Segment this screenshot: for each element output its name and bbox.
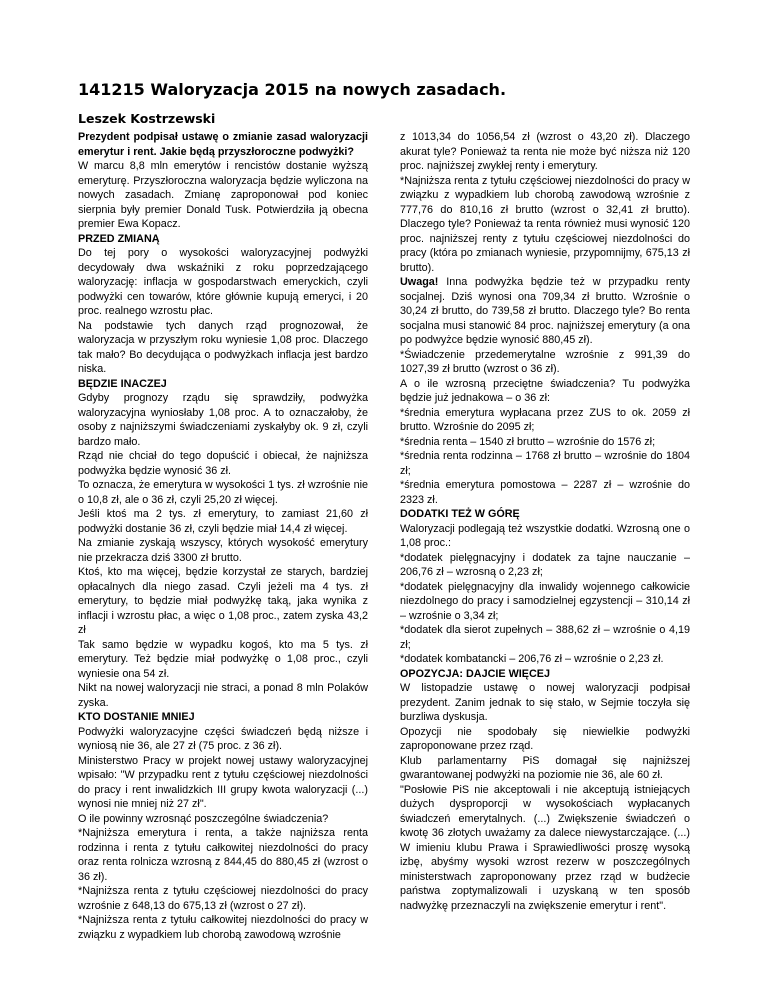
paragraph: Waloryzacji podlegają też wszystkie dodatki. Wzrosną one o 1,08 proc.: [400,522,690,549]
section-heading: Prezydent podpisał ustawę o zmianie zasad waloryzacji emerytur i rent. Jakie będą przyszłoroczne podwyżki? [78,131,368,158]
paragraph: A o ile wzrosną przeciętne świadczenia? Tu podwyżka będzie już jednakowa – o 36 zł: [400,377,690,404]
right-column [400,130,690,942]
paragraph: Ktoś, kto ma więcej, będzie korzystał ze starych, bardziej opłacalnych dla niego zasad. Czyli jeżeli ma 4 tys. zł emerytury, to będzie miał podwyżkę taką, jaka wynika z inflacji i wzrostu płac, a więc o 1,08 proc., zatem zyska 43,2 zł [78,566,368,636]
paragraph: Jeśli ktoś ma 2 tys. zł emerytury, to zamiast 21,60 zł podwyżki dostanie 36 zł, czyli będzie miał 14,4 zł więcej. [78,508,368,535]
paragraph: Nikt na nowej waloryzacji nie straci, a ponad 8 mln Polaków zyska. [78,682,368,709]
paragraph: *dodatek pielęgnacyjny i dodatek za tajne nauczanie – 206,76 zł – wzrosną o 2,23 zł; [400,551,690,578]
paragraph: *Najniższa renta z tytułu częściowej niezdolności do pracy w związku z wypadkiem lub chorobą zawodową wzrośnie z 777,76 do 810,16 zł brutto (wzrost o 32,41 zł brutto). Dlaczego tyle? Ponieważ ta renta również musi wynosić 120 proc. najniższej renty z tytułu częściowej niezdolności do pracy (która po zmianach wyniesie, przypomnijmy, 675,13 zł brutto). [400,174,690,274]
paragraph: *średnia renta rodzinna – 1768 zł brutto – wzrośnie do 1804 zł; [400,450,690,477]
section-heading: DODATKI TEŻ W GÓRĘ [400,508,520,520]
section-heading: KTO DOSTANIE MNIEJ [78,711,195,723]
paragraph: Na zmianie zyskają wszyscy, których wysokość emerytury nie przekracza dziś 3300 zł brutto. [78,537,368,564]
bold-lead: Uwaga! [400,276,439,288]
paragraph: *średnia emerytura pomostowa – 2287 zł – wzrośnie do 2323 zł. [400,479,690,506]
paragraph: *dodatek dla sierot zupełnych – 388,62 zł – wzrośnie o 4,19 zł; [400,624,690,651]
paragraph: *średnia renta – 1540 zł brutto – wzrośnie do 1576 zł; [400,435,656,448]
article-columns [78,130,690,942]
paragraph: *dodatek pielęgnacyjny dla inwalidy wojennego całkowicie niezdolnego do pracy i samodzielnej egzystencji – 310,14 zł – wzrośnie o 3,34 zł; [400,580,690,622]
paragraph: Gdyby prognozy rządu się sprawdziły, podwyżka waloryzacyjna wyniosłaby 1,08 proc. A to oznaczałoby, że osoby z najniższymi świadczeniami zyskałyby ok. 9 zł, czyli bardzo mało. [78,392,368,448]
paragraph: O ile powinny wzrosnąć poszczególne świadczenia? [78,812,329,825]
paragraph: Na podstawie tych danych rząd prognozował, że waloryzacja w przyszłym roku wyniesie 1,08 proc. Dlaczego tak mało? Bo decydująca o podwyżkach inflacja jest bardzo niska. [78,319,368,375]
paragraph: Opozycji nie spodobały się niewielkie podwyżki zaproponowane przez rząd. [400,725,690,752]
document-title: 141215 Waloryzacja 2015 na nowych zasadach. [78,80,507,99]
paragraph: *Świadczenie przedemerytalne wzrośnie z 991,39 do 1027,39 zł brutto (wzrost o 36 zł). [400,348,690,375]
paragraph: *dodatek kombatancki – 206,76 zł – wzrośnie o 2,23 zł. [400,653,664,665]
paragraph: W listopadzie ustawę o nowej waloryzacji podpisał prezydent. Zanim jednak to się stało, w Sejmie toczyła się burzliwa dyskusja. [400,682,690,723]
paragraph: Tak samo będzie w wypadku kogoś, kto ma 5 tys. zł emerytury. Też będzie miał podwyżkę o 1,08 proc., czyli wyniesie ona 54 zł. [78,638,368,680]
author-name: Leszek Kostrzewski [78,111,216,126]
paragraph: Ministerstwo Pracy w projekt nowej ustawy waloryzacyjnej wpisało: "W przypadku rent z tytułu częściowej niezdolności do pracy i rent inwalidzkich III grupy kwota waloryzacji (...) wynosi nie mniej niż 27 zł". [78,754,368,810]
section-heading: OPOZYCJA: DAJCIE WIĘCEJ [400,667,550,680]
section-heading: BĘDZIE INACZEJ [78,377,167,390]
paragraph: To oznacza, że emerytura w wysokości 1 tys. zł wzrośnie nie o 10,8 zł, ale o 36 zł, czyli 25,20 zł więcej. [78,479,368,506]
paragraph [400,275,690,348]
paragraph: Podwyżki waloryzacyjne części świadczeń będą niższe i wyniosą nie 36, ale 27 zł (75 proc. z 36 zł). [78,725,368,752]
paragraph: Klub parlamentarny PiS domagał się najniższej gwarantowanej podwyżki na poziomie nie 36, ale 60 zł. [400,754,690,781]
paragraph: "Posłowie PiS nie akceptowali i nie akceptują istniejących dużych dysproporcji w wysokościach wypłacanych świadczeń emerytalnych. (...) Zwiększenie świadczeń o kwotę 36 złotych uważamy za dalece niewystarczające. (...) W imieniu klubu Prawa i Sprawiedliwości proszę wysoką izbę, abyśmy wysoki wzrost rezerw w poszczególnych ministerstwach zaproponowany przez rząd w budżecie państwa zoptymalizowali i uzyskaną w ten sposób nadwyżkę przeznaczyli na zwiększenie emerytur i rent". [400,783,690,912]
paragraph-text: Inna podwyżka będzie też w przypadku renty socjalnej. Dziś wynosi ona 709,34 zł brutto. Wzrośnie o 30,24 zł brutto, do 739,58 zł brutto. Dlaczego tyle? Bo renta socjalna musi stanowić 84 proc. najniższej emerytury (a ona po podwyżce będzie wynosić 880,45 zł). [400,276,690,346]
paragraph: z 1013,34 do 1056,54 zł (wzrost o 43,20 zł). Dlaczego akurat tyle? Ponieważ ta renta nie może być niższa niż 120 proc. najniższej zwykłej renty i emerytury. [400,131,690,172]
section-heading: PRZED ZMIANĄ [78,232,160,245]
paragraph: *Najniższa renta z tytułu całkowitej niezdolności do pracy w związku z wypadkiem lub chorobą zawodową wzrośnie [78,914,368,941]
paragraph: *średnia emerytura wypłacana przez ZUS to ok. 2059 zł brutto. Wzrośnie do 2095 zł; [400,406,690,433]
left-column [78,130,368,942]
paragraph: *Najniższa renta z tytułu częściowej niezdolności do pracy wzrośnie z 648,13 do 675,13 zł (wzrost o 27 zł). [78,885,368,912]
paragraph: W marcu 8,8 mln emerytów i rencistów dostanie wyższą emeryturę. Przyszłoroczna waloryzacja będzie wyliczona na nowych zasadach. Zmianę zaproponował pod koniec sierpnia były premier Donald Tusk. Potwierdziła ją obecna premier Ewa Kopacz. [78,160,368,230]
paragraph: Rząd nie chciał do tego dopuścić i obiecał, że najniższa podwyżka będzie wynosić 36 zł. [78,450,368,477]
paragraph: *Najniższa emerytura i renta, a także najniższa renta rodzinna i renta z tytułu całkowitej niezdolności do pracy oraz renta rolnicza wzrosną z 844,45 do 880,45 zł (wzrost o 36 zł). [78,827,368,883]
paragraph: Do tej pory o wysokości waloryzacyjnej podwyżki decydowały dwa wskaźniki z roku poprzedzającego waloryzację: inflacja w gospodarstwach emeryckich, czyli podwyżki cen towarów, które głównie kupują emeryci, i 20 proc. realnego wzrostu płac. [78,247,368,317]
